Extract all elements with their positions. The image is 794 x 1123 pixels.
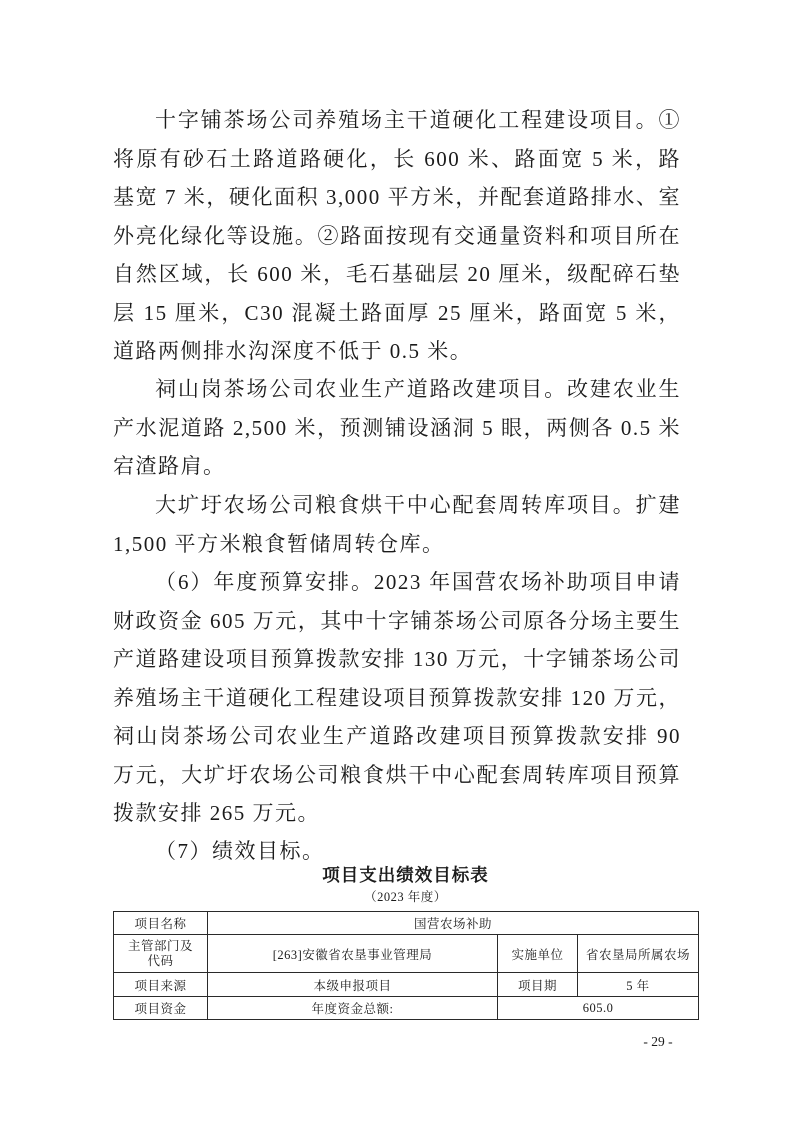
project-source-value: 本级申报项目	[208, 973, 498, 997]
department-value: [263]安徽省农垦事业管理局	[208, 935, 498, 973]
paragraph-dakuangwei-warehouse-project: 大圹圩农场公司粮食烘干中心配套周转库项目。扩建 1,500 平方米粮食暂储周转仓库。	[113, 493, 681, 556]
annual-funds-total-amount: 605.0	[498, 997, 699, 1020]
table-row-project-funds	[114, 997, 699, 1020]
table-row-project-source	[114, 973, 699, 997]
paragraph-performance-goal: （7）绩效目标。	[155, 839, 325, 863]
paragraph-annual-budget: （6）年度预算安排。2023 年国营农场补助项目申请财政资金 605 万元，其中十字铺茶场公司原各分场主要生产道路建设项目预算拨款安排 130 万元，十字铺茶场公司养殖场主干道硬化工程建设项目预算拨款安排 120 万元，祠山岗茶场公司农业生产道路改建项目预算拨款安排 90 万元，大圹圩农场公司粮食烘干中心配套周转库项目预算拨款安排 265 万元。	[113, 570, 681, 825]
table-row-department	[114, 935, 699, 973]
project-funds-label: 项目资金	[114, 997, 208, 1020]
project-name-label: 项目名称	[114, 912, 208, 935]
implementing-unit-label: 实施单位	[498, 935, 578, 973]
performance-target-table	[113, 911, 699, 1020]
project-source-label: 项目来源	[114, 973, 208, 997]
paragraph-road-hardening-project: 十字铺茶场公司养殖场主干道硬化工程建设项目。①将原有砂石土路道路硬化，长 600 米、路面宽 5 米，路基宽 7 米，硬化面积 3,000 平方米，并配套道路排水、室外亮化绿化等设施。②路面按现有交通量资料和项目所在自然区域，长 600 米，毛石基础层 20 厘米，级配碎石垫层 15 厘米，C30 混凝土路面厚 25 厘米，路面宽 5 米，道路两侧排水沟深度不低于 0.5 米。	[113, 108, 681, 363]
annual-funds-total-label: 年度资金总额:	[208, 997, 498, 1020]
table-subtitle: （2023 年度）	[364, 890, 447, 904]
department-label: 主管部门及 代码	[114, 935, 208, 973]
table-row-project-name	[114, 912, 699, 935]
project-period-label: 项目期	[498, 973, 578, 997]
paragraph-cishangang-road-project: 祠山岗茶场公司农业生产道路改建项目。改建农业生产水泥道路 2,500 米，预测铺设涵洞 5 眼，两侧各 0.5 米宕渣路肩。	[113, 377, 681, 478]
project-period-value: 5 年	[578, 973, 699, 997]
project-name-value: 国营农场补助	[208, 912, 699, 935]
page-number: - 29 -	[643, 1034, 673, 1049]
table-title: 项目支出绩效目标表	[322, 865, 489, 885]
implementing-unit-value: 省农垦局所属农场	[578, 935, 699, 973]
